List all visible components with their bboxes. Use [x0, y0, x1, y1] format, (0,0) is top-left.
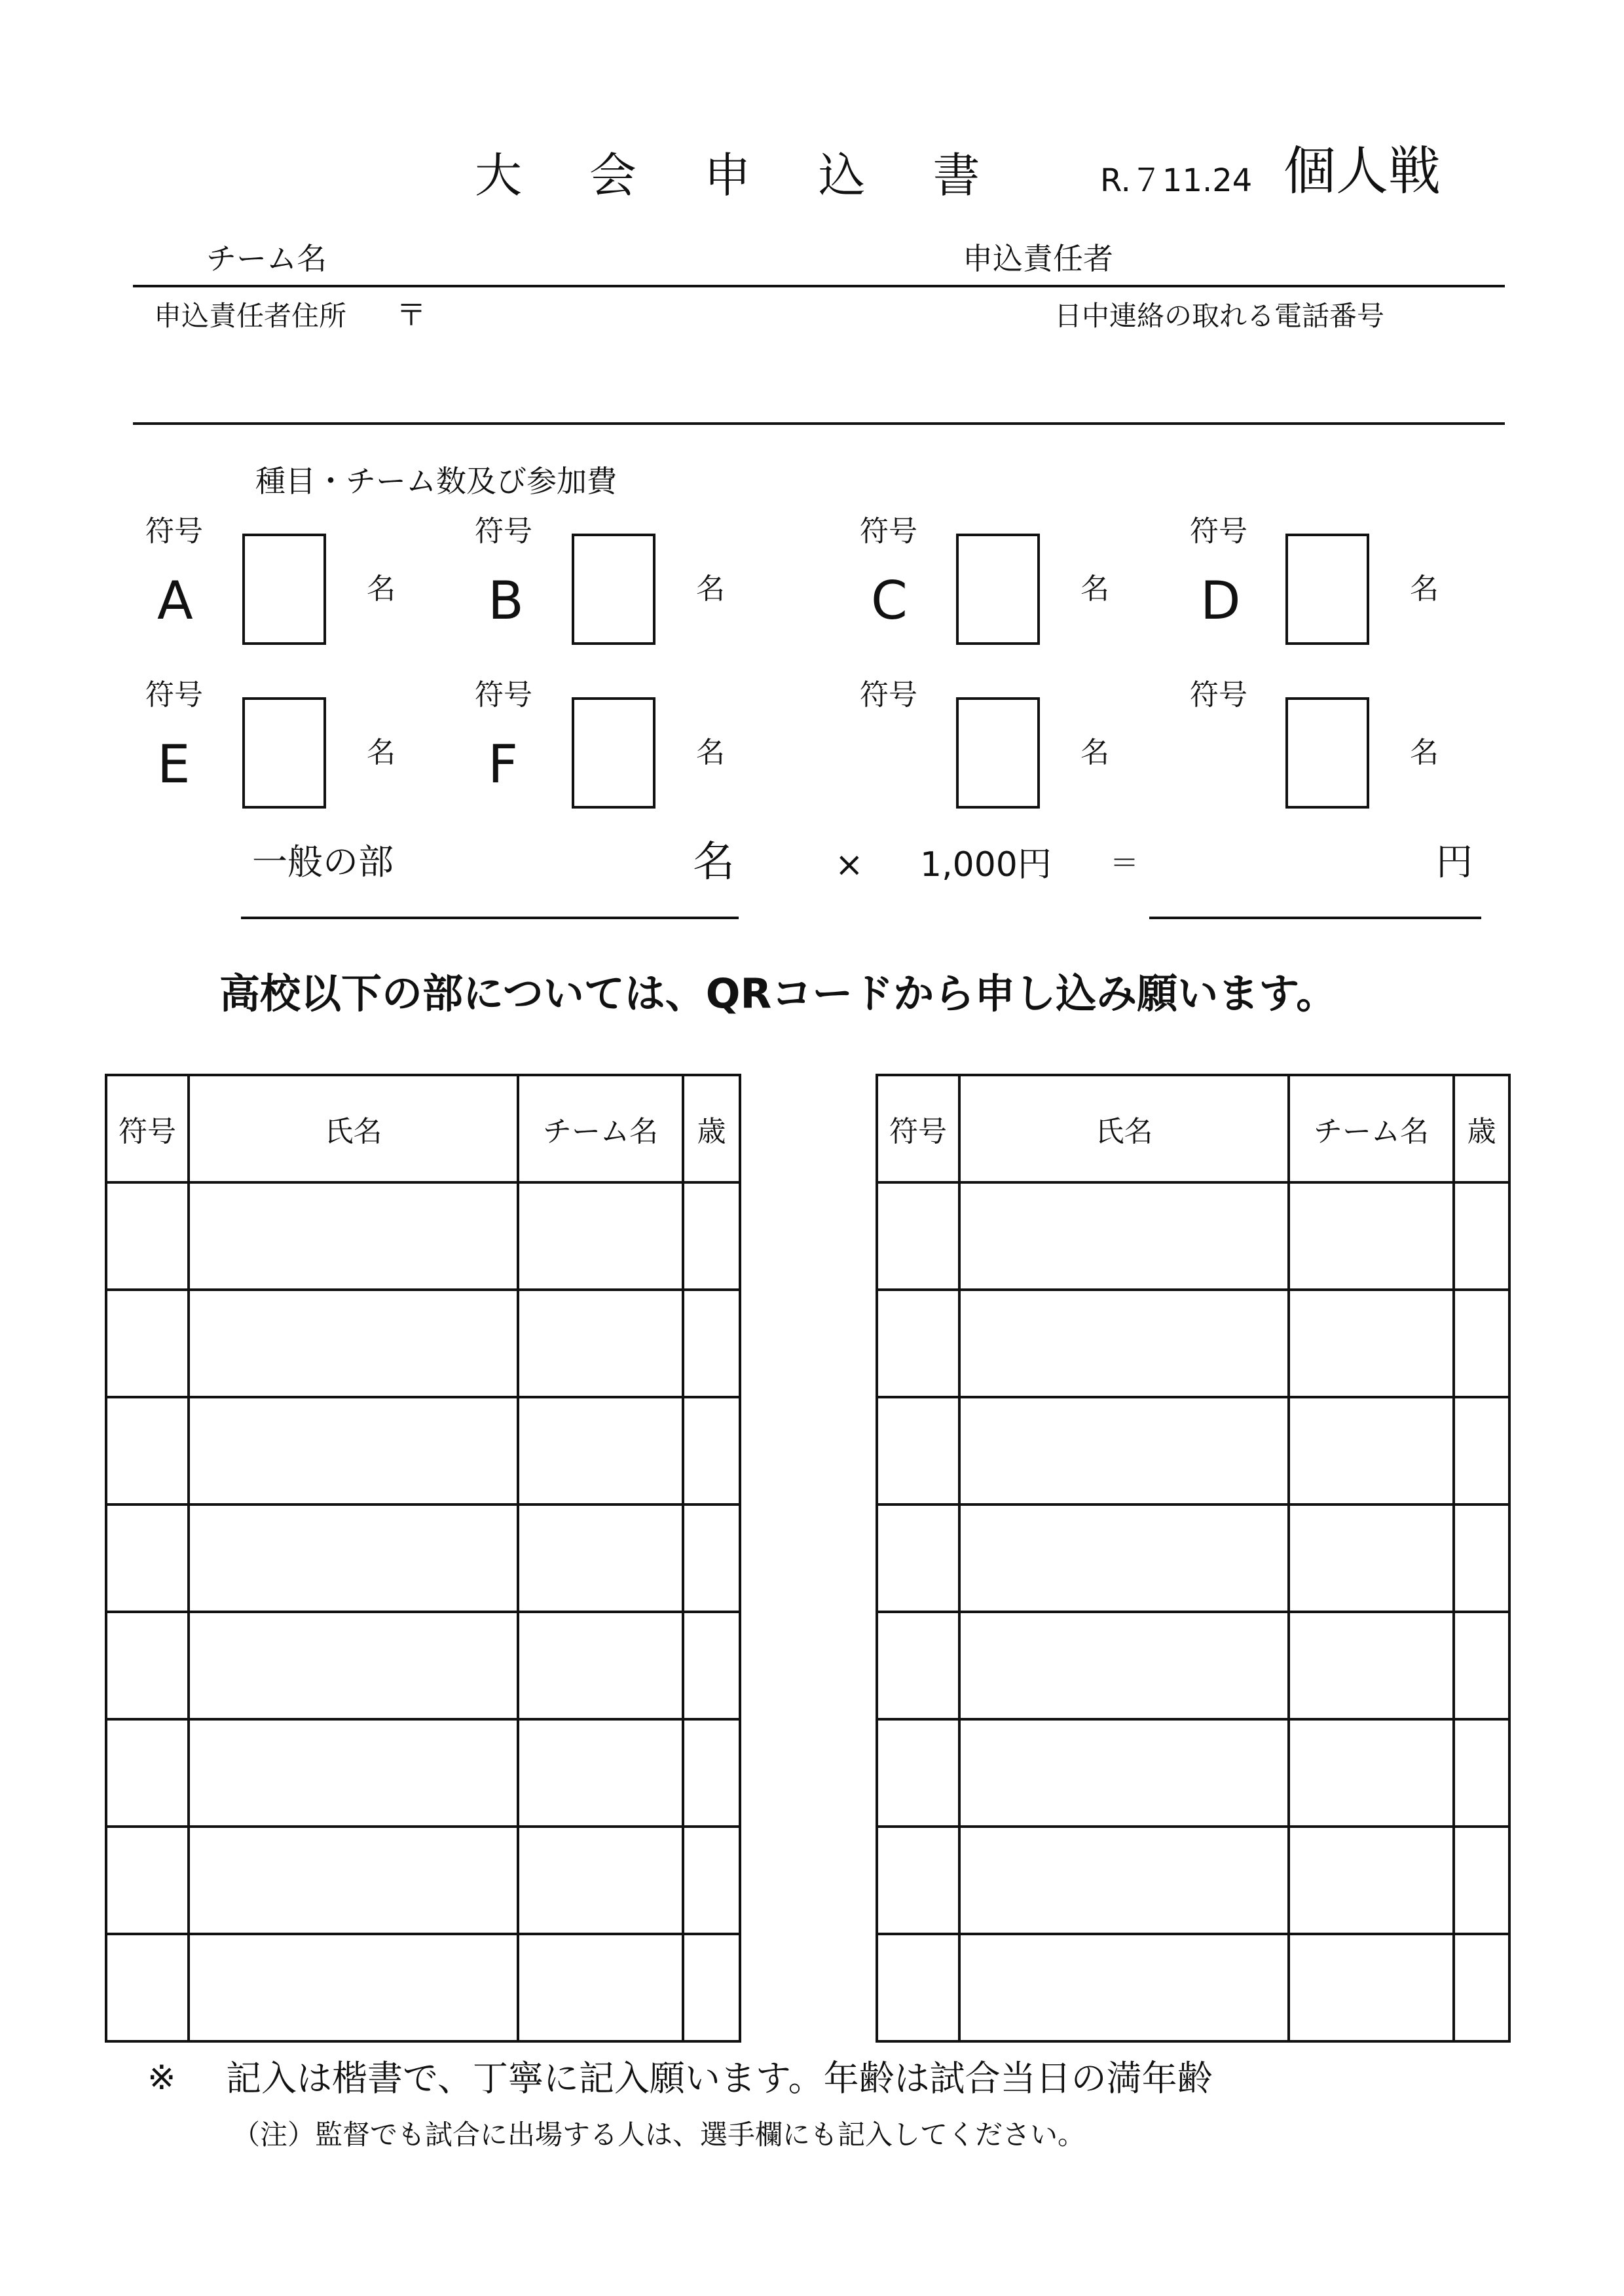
cell-age[interactable]: [1454, 1397, 1509, 1504]
entry-code: B: [488, 570, 524, 631]
cell-team[interactable]: [1289, 1504, 1454, 1612]
cell-code[interactable]: [106, 1504, 189, 1612]
table-row: [106, 1827, 740, 1934]
cell-name[interactable]: [959, 1719, 1289, 1827]
address-underline: [133, 422, 1505, 425]
cell-team[interactable]: [518, 1934, 683, 2041]
cell-code[interactable]: [877, 1182, 959, 1290]
unit-label: 名: [367, 572, 396, 606]
cell-name[interactable]: [959, 1397, 1289, 1504]
postal-mark: 〒: [396, 297, 426, 333]
note-mark: ※: [147, 2058, 176, 2098]
cell-code[interactable]: [106, 1290, 189, 1397]
roster-table-right: [876, 1074, 1511, 2043]
cell-name[interactable]: [189, 1290, 518, 1397]
cell-team[interactable]: [518, 1719, 683, 1827]
count-underline: [241, 917, 739, 919]
cell-team[interactable]: [1289, 1397, 1454, 1504]
cell-age[interactable]: [1454, 1504, 1509, 1612]
cell-name[interactable]: [959, 1182, 1289, 1290]
entry-code: E: [157, 734, 191, 795]
unit-label: 名: [696, 572, 725, 606]
entry-count-box[interactable]: [242, 534, 326, 645]
cell-name[interactable]: [189, 1719, 518, 1827]
cell-code[interactable]: [106, 1719, 189, 1827]
cell-age[interactable]: [683, 1827, 740, 1934]
cell-code[interactable]: [877, 1612, 959, 1719]
event-type: 個人戦: [1283, 141, 1441, 202]
table-row: [106, 1290, 740, 1397]
cell-age[interactable]: [683, 1504, 740, 1612]
col-header-age: 歳: [1454, 1075, 1509, 1182]
cell-name[interactable]: [959, 1612, 1289, 1719]
cell-code[interactable]: [877, 1504, 959, 1612]
cell-team[interactable]: [518, 1504, 683, 1612]
cell-name[interactable]: [189, 1612, 518, 1719]
code-label: 符号: [475, 678, 532, 712]
code-label: 符号: [145, 515, 203, 548]
cell-age[interactable]: [683, 1612, 740, 1719]
entry-code: A: [157, 570, 193, 631]
division-label: 一般の部: [252, 841, 394, 883]
cell-name[interactable]: [189, 1397, 518, 1504]
cell-team[interactable]: [518, 1612, 683, 1719]
team-manager-underline: [133, 285, 1505, 287]
cell-age[interactable]: [683, 1934, 740, 2041]
cell-age[interactable]: [1454, 1290, 1509, 1397]
cell-name[interactable]: [959, 1934, 1289, 2041]
equals-sign: ＝: [1110, 847, 1139, 880]
fee-yen: 円: [1436, 841, 1473, 884]
cell-team[interactable]: [1289, 1182, 1454, 1290]
entry-code: C: [871, 570, 908, 631]
entry-count-box[interactable]: [242, 697, 326, 809]
cell-team[interactable]: [1289, 1290, 1454, 1397]
cell-code[interactable]: [877, 1290, 959, 1397]
cell-code[interactable]: [877, 1827, 959, 1934]
roster-table-left: [105, 1074, 741, 2043]
cell-age[interactable]: [683, 1290, 740, 1397]
table-row: [106, 1504, 740, 1612]
table-row: [106, 1612, 740, 1719]
cell-name[interactable]: [959, 1827, 1289, 1934]
table-row: [877, 1182, 1509, 1290]
col-header-team: チーム名: [1289, 1075, 1454, 1182]
table-row: [877, 1612, 1509, 1719]
form-title: 大 会 申 込 書: [475, 148, 1006, 203]
times-sign: ×: [835, 845, 864, 884]
entry-count-box[interactable]: [572, 697, 655, 809]
cell-age[interactable]: [1454, 1934, 1509, 2041]
col-header-code: 符号: [877, 1075, 959, 1182]
col-header-code: 符号: [106, 1075, 189, 1182]
table-row: [106, 1934, 740, 2041]
cell-code[interactable]: [106, 1612, 189, 1719]
cell-name[interactable]: [959, 1290, 1289, 1397]
col-header-team: チーム名: [518, 1075, 683, 1182]
code-label: 符号: [860, 678, 917, 712]
unit-label: 名: [1080, 736, 1109, 769]
cell-name[interactable]: [189, 1827, 518, 1934]
cell-age[interactable]: [1454, 1719, 1509, 1827]
code-label: 符号: [860, 515, 917, 548]
cell-age[interactable]: [1454, 1182, 1509, 1290]
cell-age[interactable]: [1454, 1612, 1509, 1719]
cell-team[interactable]: [1289, 1719, 1454, 1827]
form-date: R.７11.24: [1100, 162, 1253, 199]
cell-code[interactable]: [106, 1397, 189, 1504]
cell-name[interactable]: [189, 1934, 518, 2041]
cell-team[interactable]: [518, 1397, 683, 1504]
code-label: 符号: [145, 678, 203, 712]
cell-team[interactable]: [1289, 1827, 1454, 1934]
team-name-label: チーム名: [206, 241, 327, 276]
entry-count-box[interactable]: [956, 534, 1040, 645]
table-row: [877, 1719, 1509, 1827]
code-label: 符号: [1190, 515, 1247, 548]
cell-code[interactable]: [106, 1827, 189, 1934]
cell-team[interactable]: [1289, 1934, 1454, 2041]
table-row: [877, 1290, 1509, 1397]
cell-age[interactable]: [1454, 1827, 1509, 1934]
total-underline: [1149, 917, 1481, 919]
table-row: [877, 1827, 1509, 1934]
cell-name[interactable]: [959, 1504, 1289, 1612]
col-header-age: 歳: [683, 1075, 740, 1182]
cell-team[interactable]: [518, 1290, 683, 1397]
cell-team[interactable]: [518, 1827, 683, 1934]
qr-notice: 高校以下の部については、QRコードから申し込み願います。: [219, 970, 1337, 1017]
cell-name[interactable]: [189, 1504, 518, 1612]
entry-count-box[interactable]: [1285, 697, 1369, 809]
unit-label: 名: [367, 736, 396, 769]
entry-code: D: [1200, 570, 1241, 631]
code-label: 符号: [1190, 678, 1247, 712]
cell-code[interactable]: [106, 1934, 189, 2041]
cell-code[interactable]: [877, 1934, 959, 2041]
table-row: [877, 1504, 1509, 1612]
entries-heading: 種目・チーム数及び参加費: [255, 464, 617, 499]
phone-label: 日中連絡の取れる電話番号: [1054, 300, 1385, 332]
entry-count-box[interactable]: [572, 534, 655, 645]
fee-unit: 名: [693, 838, 735, 886]
cell-code[interactable]: [877, 1397, 959, 1504]
table-row: [106, 1719, 740, 1827]
table-row: [877, 1397, 1509, 1504]
cell-team[interactable]: [518, 1182, 683, 1290]
fee-price: 1,000円: [920, 845, 1052, 884]
code-label: 符号: [475, 515, 532, 548]
address-label: 申込責任者住所: [154, 300, 347, 332]
manager-label: 申込責任者: [963, 241, 1113, 276]
cell-age[interactable]: [683, 1397, 740, 1504]
footer-note: 記入は楷書で、丁寧に記入願います。年齢は試合当日の満年齢: [226, 2058, 1213, 2099]
unit-label: 名: [1410, 572, 1439, 606]
unit-label: 名: [1080, 572, 1109, 606]
footer-sub-note: （注）監督でも試合に出場する人は、選手欄にも記入してください。: [232, 2119, 1086, 2151]
table-row: [106, 1397, 740, 1504]
cell-name[interactable]: [189, 1182, 518, 1290]
col-header-name: 氏名: [959, 1075, 1289, 1182]
table-row: [106, 1182, 740, 1290]
cell-code[interactable]: [877, 1719, 959, 1827]
cell-age[interactable]: [683, 1719, 740, 1827]
cell-code[interactable]: [106, 1182, 189, 1290]
cell-age[interactable]: [683, 1182, 740, 1290]
entry-code: F: [488, 734, 519, 795]
unit-label: 名: [696, 736, 725, 769]
table-row: [877, 1934, 1509, 2041]
cell-team[interactable]: [1289, 1612, 1454, 1719]
unit-label: 名: [1410, 736, 1439, 769]
entry-count-box[interactable]: [956, 697, 1040, 809]
col-header-name: 氏名: [189, 1075, 518, 1182]
entry-count-box[interactable]: [1285, 534, 1369, 645]
